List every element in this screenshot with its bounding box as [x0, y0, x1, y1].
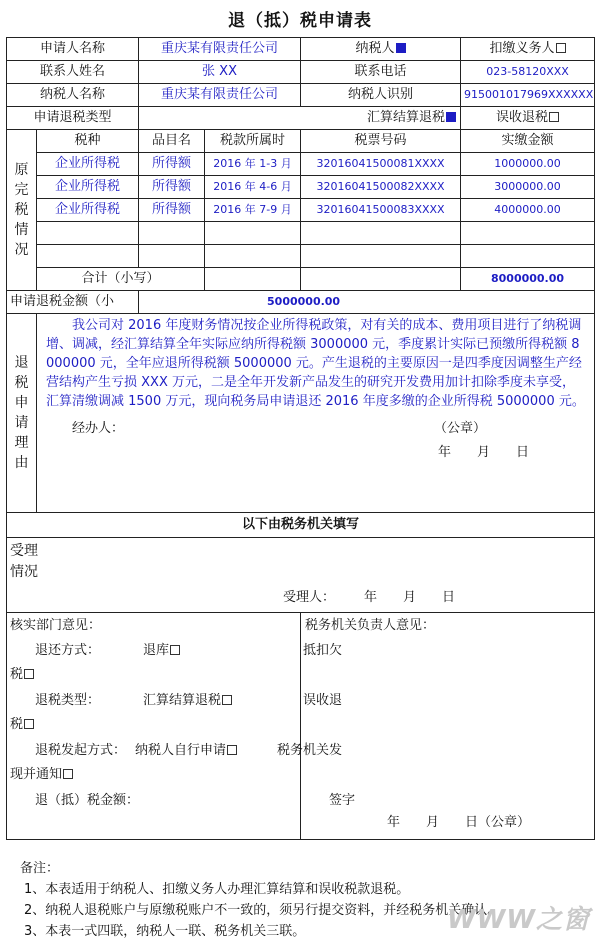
- row-ticket[interactable]: 32016041500081XXXX: [301, 153, 461, 176]
- total-value[interactable]: 8000000.00: [461, 268, 595, 291]
- option-text: 退库: [143, 643, 170, 658]
- empty-row: [7, 222, 595, 245]
- refund-amount-review-label: 退（抵）税金额：: [35, 793, 140, 808]
- side-char: 完: [14, 182, 29, 198]
- side-char: 原: [14, 162, 29, 178]
- sign-label: 签字: [329, 793, 356, 808]
- empty-cell[interactable]: [301, 245, 461, 268]
- reason-date: 年 月 日: [438, 445, 530, 460]
- header-period: 税款所属时: [205, 130, 301, 153]
- refund-application-form: [6, 37, 595, 840]
- empty-cell[interactable]: [139, 222, 205, 245]
- refund-type-option-mistaken[interactable]: [461, 107, 595, 130]
- refund-class-option-settlement[interactable]: [143, 691, 232, 711]
- row-item[interactable]: 所得额: [139, 153, 205, 176]
- row-ticket[interactable]: 32016041500083XXXX: [301, 199, 461, 222]
- acceptance-area[interactable]: [7, 538, 595, 613]
- applicant-name-label: 申请人名称: [7, 38, 139, 61]
- row-period[interactable]: 2016 年 4-6 月: [205, 176, 301, 199]
- side-char: 情: [14, 222, 29, 238]
- contact-name-label: 联系人姓名: [7, 61, 139, 84]
- site-watermark: WWW之窗: [446, 905, 590, 935]
- empty-cell[interactable]: [205, 268, 301, 291]
- empty-cell[interactable]: [139, 245, 205, 268]
- withholder-option-label: 扣缴义务人: [489, 41, 555, 56]
- option-text: 税: [10, 717, 24, 732]
- row-period[interactable]: 2016 年 1-3 月: [205, 153, 301, 176]
- unchecked-box-icon[interactable]: [227, 745, 237, 755]
- note-item: 3、本表一式四联，纳税人一联、税务机关三联。: [24, 924, 306, 939]
- reason-area[interactable]: [37, 314, 595, 513]
- initiation-option-self[interactable]: [135, 741, 237, 761]
- row-tax-type[interactable]: 企业所得税: [37, 199, 139, 222]
- side-char: 请: [14, 415, 29, 431]
- review-label: 核实部门意见：: [10, 618, 102, 633]
- initiation-option-authority-a: 税务机关发: [277, 743, 343, 758]
- side-char: 税: [14, 202, 29, 218]
- option-text: 现并通知: [10, 767, 63, 782]
- option-text: 汇算结算退税: [143, 693, 222, 708]
- table-row: [7, 199, 595, 222]
- refund-class-option-mistaken[interactable]: [10, 715, 34, 735]
- refund-method-option-offset[interactable]: [10, 665, 34, 685]
- unchecked-box-icon[interactable]: [556, 43, 566, 53]
- empty-row: [7, 245, 595, 268]
- initiation-label: 退税发起方式：: [35, 743, 127, 758]
- notes-title: 备注：: [20, 861, 60, 876]
- reason-text: 我公司对 2016 年度财务情况按企业所得税政策，对有关的成本、费用项目进行了纳税调增、调减，经汇算结算全年实际应纳所得税额 3000000 元，季度累计实际已预缴所得税额 8000000 元，全年应退所得税额 5000000 元。产生退税的主要原因一是四季度因调整生产经营结构产生亏损 XXX 万元，二是全年开发新产品发生的研究开发费用加计扣除季度未享受，汇算清缴调减 1500 万元，现向税务局申请退还 2016 年度多缴的企业所得税 5000000 元。: [46, 318, 585, 409]
- unchecked-box-icon[interactable]: [24, 719, 34, 729]
- row-tax-type[interactable]: 企业所得税: [37, 176, 139, 199]
- unchecked-box-icon[interactable]: [549, 112, 559, 122]
- applicant-name-value[interactable]: 重庆某有限责任公司: [139, 38, 301, 61]
- taxpayer-name-value[interactable]: 重庆某有限责任公司: [139, 84, 301, 107]
- table-row: [7, 176, 595, 199]
- row-tax-type[interactable]: 企业所得税: [37, 153, 139, 176]
- row-amount[interactable]: 3000000.00: [461, 176, 595, 199]
- initiation-option-authority[interactable]: [10, 765, 73, 785]
- total-label: 合计（小写）: [37, 268, 205, 291]
- refund-amount-label: 申请退税金额（小: [7, 291, 139, 314]
- side-char: 理: [14, 435, 29, 451]
- refund-method-option-treasury[interactable]: [143, 641, 180, 661]
- unchecked-box-icon[interactable]: [170, 645, 180, 655]
- settlement-refund-label: 汇算结算退税: [367, 110, 446, 125]
- unchecked-box-icon[interactable]: [222, 695, 232, 705]
- taxpayer-checkbox-cell[interactable]: [301, 38, 461, 61]
- row-item[interactable]: 所得额: [139, 199, 205, 222]
- header-item: 品目名: [139, 130, 205, 153]
- refund-class-option-mistaken-a: 误收退: [303, 693, 343, 708]
- row-item[interactable]: 所得额: [139, 176, 205, 199]
- checked-box-icon[interactable]: [446, 112, 456, 122]
- option-text: 纳税人自行申请: [135, 743, 227, 758]
- mistaken-refund-label: 误收退税: [496, 110, 549, 125]
- handler-label: 经办人：: [72, 421, 125, 436]
- reason-signature-block: [40, 411, 591, 467]
- taxpayer-option-label: 纳税人: [355, 41, 395, 56]
- acceptance-label: 受理情况: [10, 543, 38, 580]
- refund-class-label: 退税类型：: [35, 693, 101, 708]
- head-opinion-date: 年 月 日（公章）: [387, 815, 531, 830]
- empty-cell[interactable]: [37, 222, 139, 245]
- row-period[interactable]: 2016 年 7-9 月: [205, 199, 301, 222]
- empty-cell[interactable]: [301, 222, 461, 245]
- empty-cell[interactable]: [37, 245, 139, 268]
- row-amount[interactable]: 4000000.00: [461, 199, 595, 222]
- refund-type-label: 申请退税类型: [7, 107, 139, 130]
- notes-block: [20, 858, 500, 942]
- refund-amount-value[interactable]: 5000000.00: [139, 291, 595, 314]
- acceptor-date: 年 月 日: [364, 590, 456, 605]
- empty-cell[interactable]: [461, 222, 595, 245]
- header-tax-type: 税种: [37, 130, 139, 153]
- refund-type-option-settlement[interactable]: [139, 107, 461, 130]
- header-paid-amount: 实缴金额: [461, 130, 595, 153]
- taxpayer-name-label: 纳税人名称: [7, 84, 139, 107]
- table-row: [7, 153, 595, 176]
- reason-side-label: [7, 314, 37, 513]
- checked-box-icon[interactable]: [396, 43, 406, 53]
- header-ticket-number: 税票号码: [301, 130, 461, 153]
- note-item: 1、本表适用于纳税人、扣缴义务人办理汇算结算和误收税款退税。: [24, 882, 410, 897]
- unchecked-box-icon[interactable]: [24, 669, 34, 679]
- original-tax-side-label: [7, 130, 37, 291]
- form-title: 退（抵）税申请表: [228, 11, 372, 31]
- withholder-checkbox-cell[interactable]: [461, 38, 595, 61]
- refund-method-label: 退还方式：: [35, 643, 101, 658]
- taxpayer-id-label: 纳税人识别: [301, 84, 461, 107]
- side-char: 申: [14, 395, 29, 411]
- note-item: 2、纳税人退税账户与原缴税账户不一致的，须另行提交资料，并经税务机关确认。: [24, 903, 501, 918]
- row-amount[interactable]: 1000000.00: [461, 153, 595, 176]
- contact-name-value[interactable]: 张 XX: [139, 61, 301, 84]
- row-ticket[interactable]: 32016041500082XXXX: [301, 176, 461, 199]
- seal-label: （公章）: [434, 421, 487, 436]
- empty-cell[interactable]: [461, 245, 595, 268]
- acceptor-label: 受理人：: [283, 590, 336, 605]
- empty-cell[interactable]: [301, 268, 461, 291]
- empty-cell[interactable]: [205, 222, 301, 245]
- side-char: 退: [14, 355, 29, 371]
- head-opinion-label: 税务机关负责人意见：: [305, 618, 436, 633]
- option-text: 税: [10, 667, 24, 682]
- refund-method-option-offset-a: 抵扣欠: [303, 643, 343, 658]
- unchecked-box-icon[interactable]: [63, 769, 73, 779]
- side-char: 税: [14, 375, 29, 391]
- head-opinion-area[interactable]: [301, 613, 595, 840]
- tax-authority-section-title: 以下由税务机关填写: [7, 513, 595, 538]
- phone-label: 联系电话: [301, 61, 461, 84]
- taxpayer-id-value[interactable]: 915001017969XXXXXX: [461, 84, 595, 107]
- phone-value[interactable]: 023-58120XXX: [461, 61, 595, 84]
- empty-cell[interactable]: [205, 245, 301, 268]
- side-char: 由: [14, 455, 29, 471]
- side-char: 况: [14, 242, 29, 258]
